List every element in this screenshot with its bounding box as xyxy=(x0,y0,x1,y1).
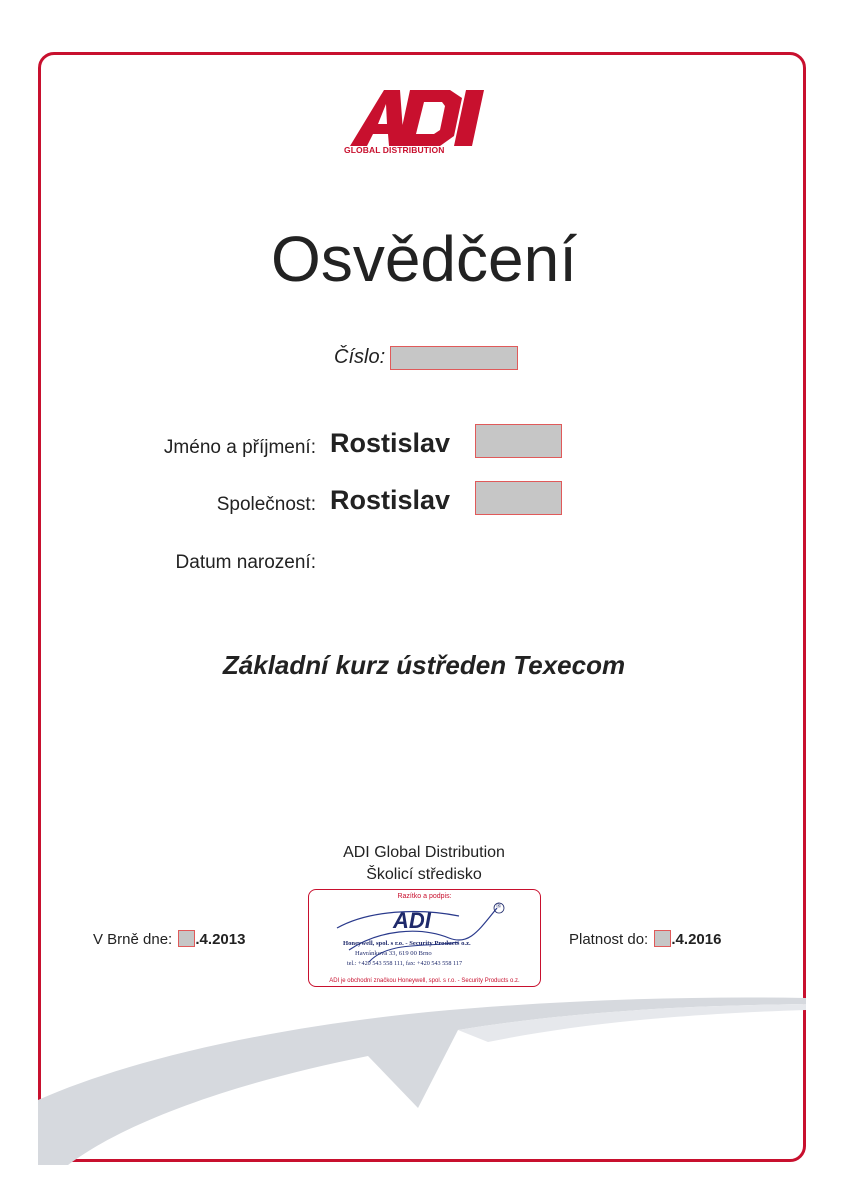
issued-date-value: .4.2013 xyxy=(195,931,246,948)
course-name: Základní kurz ústředen Texecom xyxy=(222,650,626,680)
valid-date xyxy=(569,930,721,948)
name-label: Jméno a příjmení: xyxy=(163,437,316,458)
stamp-line-1: Honeywell, spol. s r.o. - Security Products o.z. xyxy=(343,940,471,947)
company-label: Společnost: xyxy=(216,494,316,515)
name-value: Rostislav xyxy=(330,428,451,458)
stamp-registered-mark: ® xyxy=(496,902,502,910)
number-redaction xyxy=(390,346,518,370)
number-label: Číslo: xyxy=(334,346,386,368)
stamp-signature-icon xyxy=(309,890,542,988)
stamp-line-2: Havránkova 33, 619 00 Brno xyxy=(355,950,432,957)
stamp-logo: ADI xyxy=(393,908,431,933)
stamp-footer: ADI je obchodní značkou Honeywell, spol. s r.o. - Security Products o.z. xyxy=(329,978,520,984)
company-redaction xyxy=(475,481,562,515)
valid-day-redaction xyxy=(654,930,671,947)
issued-date xyxy=(93,930,245,948)
decorative-swoosh xyxy=(38,990,806,1165)
valid-date-value: .4.2016 xyxy=(671,931,722,948)
company-value: Rostislav xyxy=(330,485,451,515)
issued-label: V Brně dne: xyxy=(93,931,173,948)
stamp-header: Razítko a podpis: xyxy=(397,893,452,900)
issuer-dept: Školicí středisko xyxy=(366,866,482,883)
stamp-box xyxy=(308,889,541,987)
valid-label: Platnost do: xyxy=(569,931,649,948)
issuer-org: ADI Global Distribution xyxy=(343,844,505,861)
stamp-line-3: tel.: +420 543 558 111, fax: +420 543 558 117 xyxy=(347,960,463,967)
issued-day-redaction xyxy=(178,930,195,947)
birthdate-label: Datum narození: xyxy=(175,552,316,573)
name-redaction xyxy=(475,424,562,458)
logo-subtitle: GLOBAL DISTRIBUTION xyxy=(344,145,445,155)
certificate-title: Osvědčení xyxy=(271,223,577,295)
